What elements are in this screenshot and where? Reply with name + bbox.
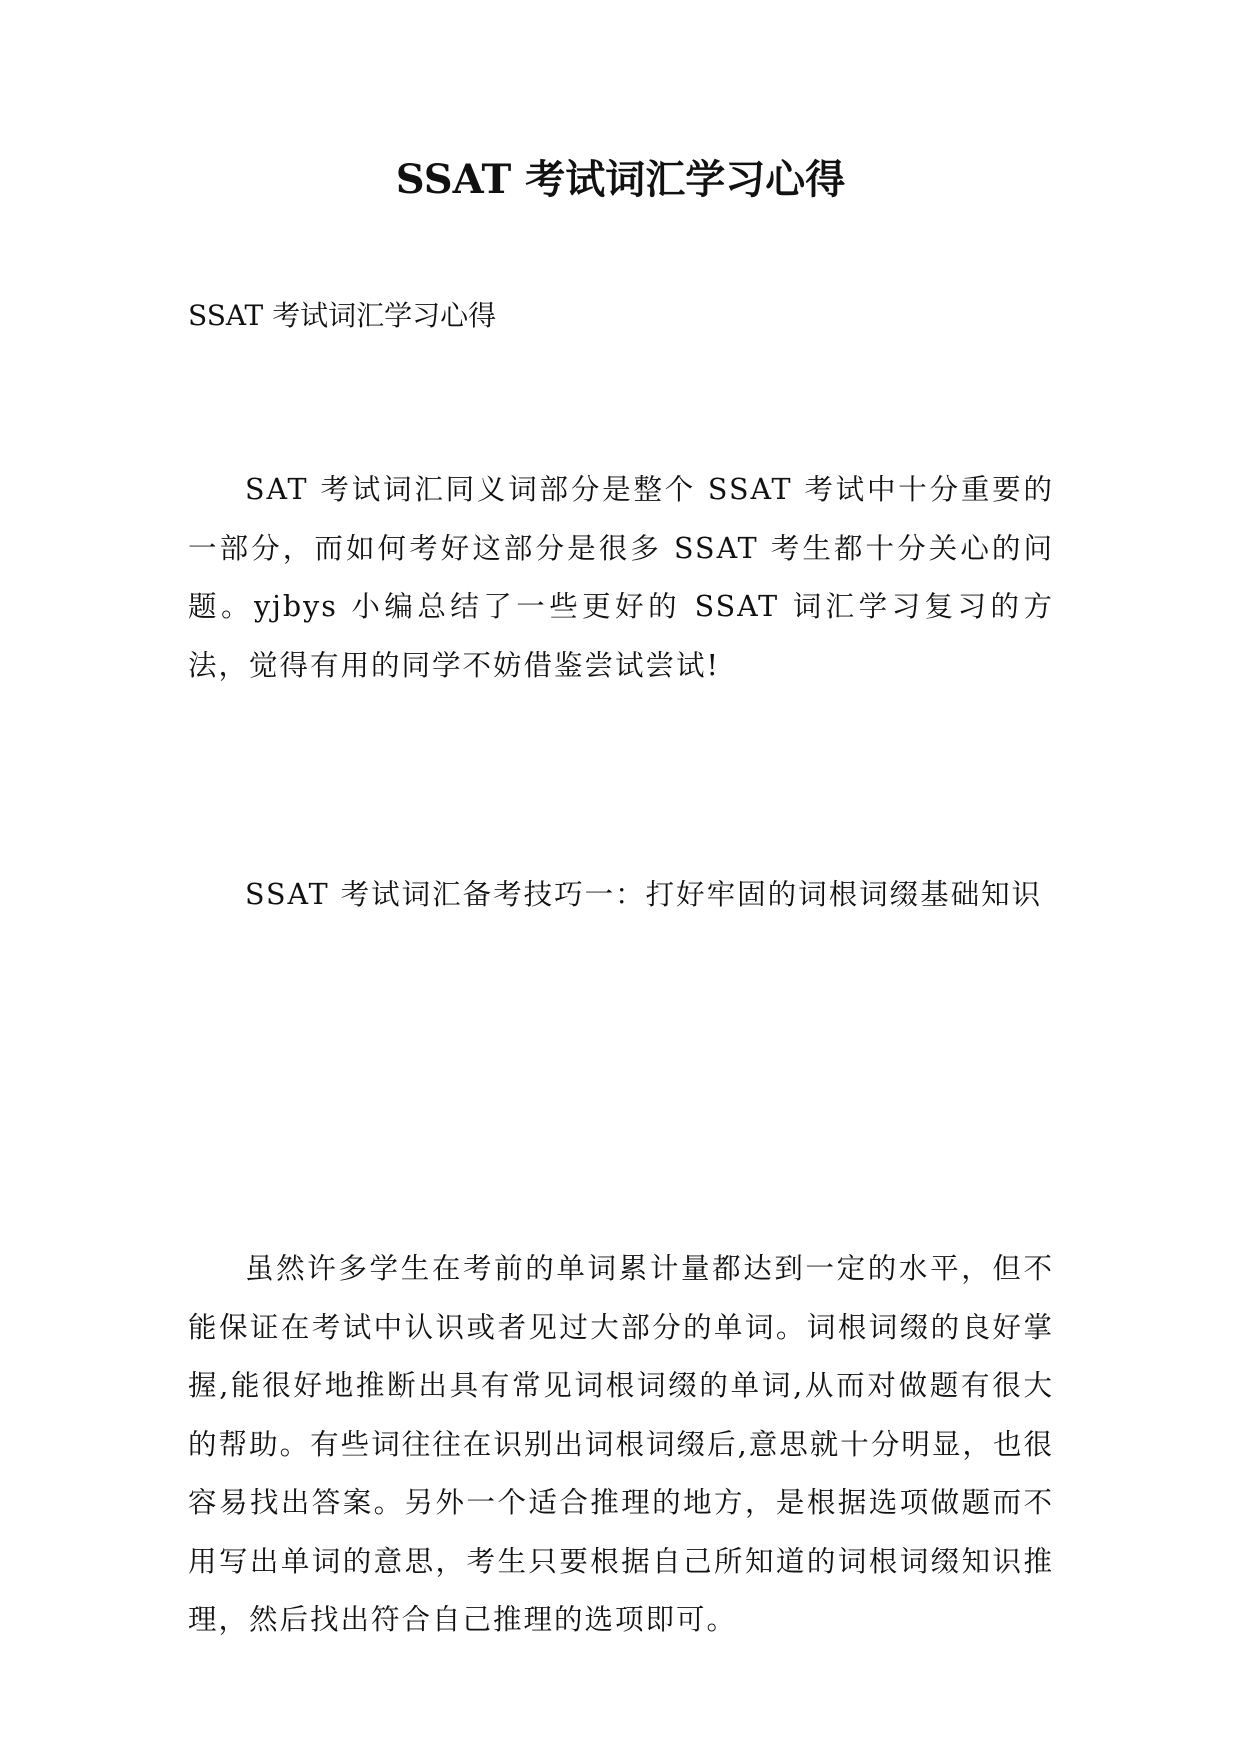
paragraph-tip-heading: SSAT 考试词汇备考技巧一：打好牢固的词根词缀基础知识: [245, 878, 1043, 911]
document-title: SSAT 考试词汇学习心得: [395, 156, 846, 203]
paragraph-tip-body: 虽然许多学生在考前的单词累计量都达到一定的水平，但不能保证在考试中认识或者见过大部分的单词。词根词缀的良好掌握,能很好地推断出具有常见词根词缀的单词,从而对做题有很大的帮助。有些词往往在识别出词根词缀后,意思就十分明显，也很容易找出答案。另外一个适合推理的地方，是根据选项做题而不用写出单词的意思，考生只要根据自己所知道的词根词缀知识推理，然后找出符合自己推理的选项即可。: [188, 1252, 1054, 1636]
document-subtitle: SSAT 考试词汇学习心得: [188, 299, 497, 332]
paragraph-intro: SAT 考试词汇同义词部分是整个 SSAT 考试中十分重要的一部分，而如何考好这部分是很多 SSAT 考生都十分关心的问题。yjbys 小编总结了一些更好的 SSAT 词汇学习复习的方法，觉得有用的同学不妨借鉴尝试尝试!: [188, 473, 1054, 682]
